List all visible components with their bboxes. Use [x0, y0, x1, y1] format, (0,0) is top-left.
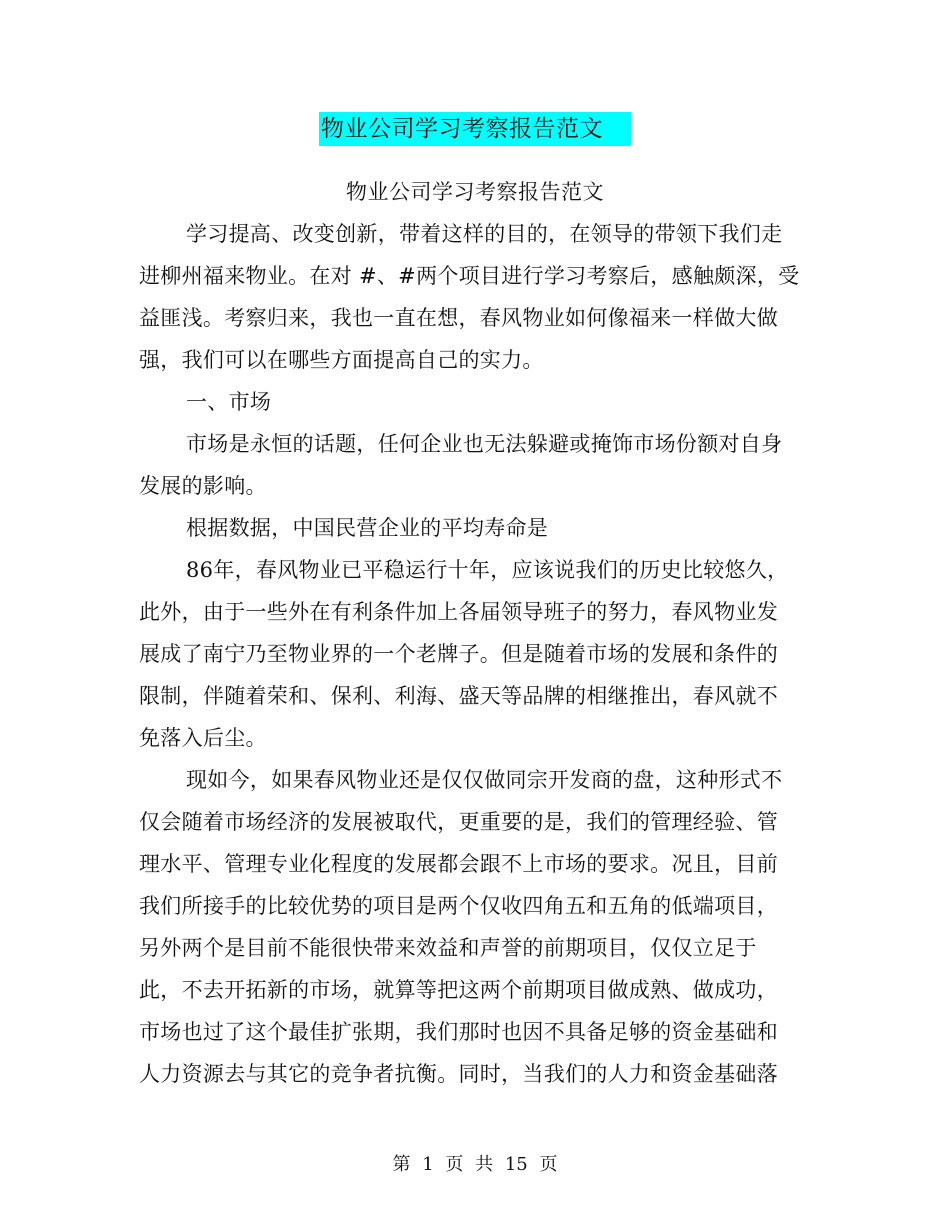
text-line: 一、市场: [186, 390, 272, 414]
document-body: [139, 218, 800, 1100]
text-line: 我们所接手的比较优势的项目是两个仅收四角五和五角的低端项目，: [139, 894, 778, 918]
document-subtitle: 物业公司学习考察报告范文: [346, 180, 604, 204]
text-line: 此外，由于一些外在有利条件加上各届领导班子的努力，春风物业发: [139, 600, 778, 624]
text-line: 另外两个是目前不能很快带来效益和声誉的前期项目，仅仅立足于: [139, 936, 757, 960]
text-line: 市场是永恒的话题，任何企业也无法躲避或掩饰市场份额对自身: [186, 432, 783, 456]
text-line: 理水平、管理专业化程度的发展都会跟不上市场的要求。况且，目前: [139, 852, 778, 876]
page-footer: 第 1 页 共 15 页: [392, 1154, 558, 1175]
text-line: 人力资源去与其它的竞争者抗衡。同时，当我们的人力和资金基础落: [139, 1062, 778, 1086]
title-container: [0, 112, 950, 146]
text-line: 限制，伴随着荣和、保利、利海、盛天等品牌的相继推出，春风就不: [139, 684, 778, 708]
text-line: 强，我们可以在哪些方面提高自己的实力。: [139, 348, 544, 372]
text-line: 发展的影响。: [139, 474, 267, 498]
text-line: 免落入后尘。: [139, 726, 267, 750]
text-line: 益匪浅。考察归来，我也一直在想，春风物业如何像福来一样做大做: [139, 306, 778, 330]
text-line: 学习提高、改变创新，带着这样的目的，在领导的带领下我们走: [186, 222, 783, 246]
text-line: 仅会随着市场经济的发展被取代，更重要的是，我们的管理经验、管: [139, 810, 778, 834]
text-line: 现如今，如果春风物业还是仅仅做同宗开发商的盘，这种形式不: [186, 768, 783, 792]
text-line: 86年，春风物业已平稳运行十年，应该说我们的历史比较悠久，: [186, 558, 789, 582]
text-line: 进柳州福来物业。在对 #、#两个项目进行学习考察后，感触颇深，受: [139, 264, 800, 288]
text-line: 展成了南宁乃至物业界的一个老牌子。但是随着市场的发展和条件的: [139, 642, 778, 666]
text-line: 根据数据，中国民营企业的平均寿命是: [186, 516, 549, 540]
text-line: 市场也过了这个最佳扩张期，我们那时也因不具备足够的资金基础和: [139, 1020, 778, 1044]
text-line: 此，不去开拓新的市场，就算等把这两个前期项目做成熟、做成功，: [139, 978, 778, 1002]
document-title: 物业公司学习考察报告范文: [319, 112, 631, 146]
